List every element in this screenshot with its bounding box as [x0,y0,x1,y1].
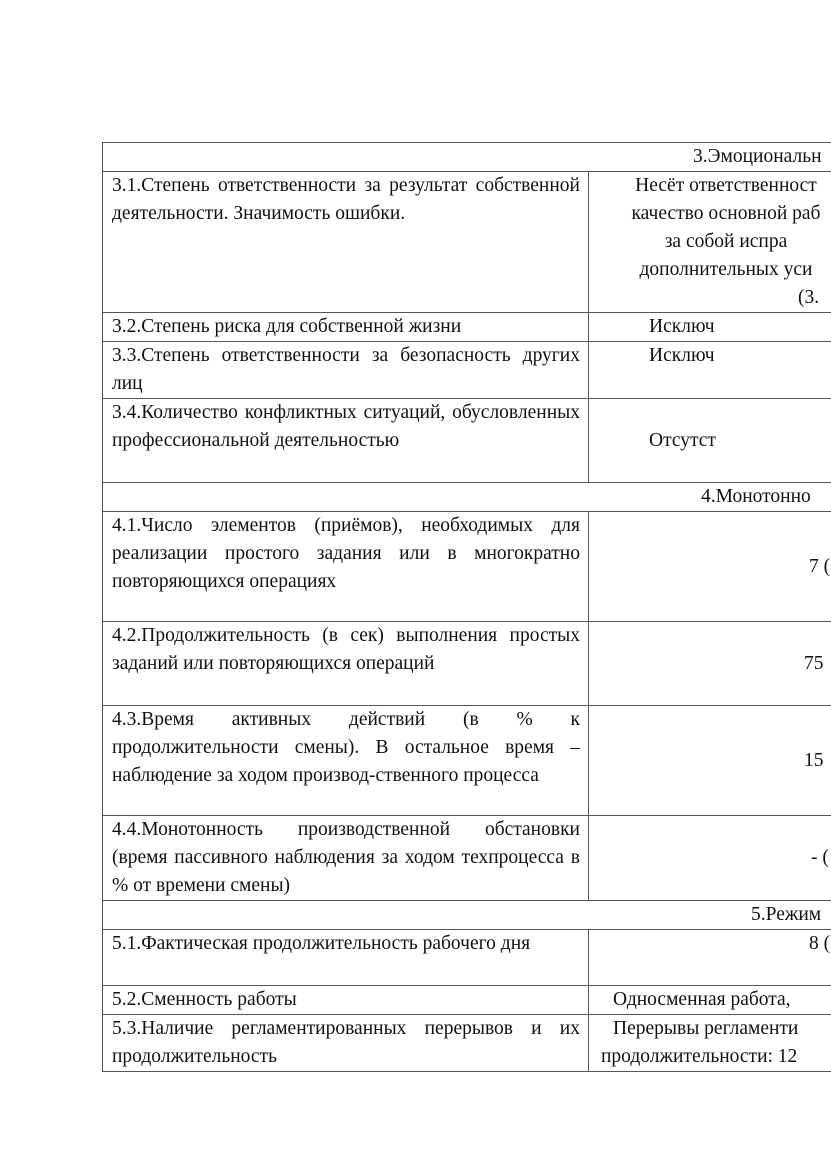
table-row [103,930,831,986]
table-row [103,986,831,1015]
value-3-1-line: Несёт ответственност [635,175,817,196]
criterion-3-4: 3.4.Количество конфликтных ситуаций, обусловленных профессиональной деятельностью [103,399,589,483]
section-row-emotional [103,143,831,172]
criterion-3-1: 3.1.Степень ответственности за результат собственной деятельности. Значимость ошибки. [103,172,589,313]
criterion-3-3: 3.3.Степень ответственности за безопасность других лиц [103,342,589,399]
table-row [103,172,831,313]
value-3-1 [589,172,831,313]
criterion-5-2: 5.2.Сменность работы [103,986,589,1015]
value-5-1: 8 ( [589,930,831,986]
criterion-4-2: 4.2.Продолжительность (в сек) выполнения простых заданий или повторяющихся операций [103,622,589,706]
table-row [103,816,831,901]
table-row [103,399,831,483]
table-row [103,622,831,706]
table-row [103,706,831,816]
value-4-4: - ( [589,816,831,901]
table-row [103,313,831,342]
table-row [103,1015,831,1072]
value-5-3-line: Перерывы регламенти [613,1018,799,1039]
table-row [103,512,831,622]
working-conditions-table [102,142,831,1072]
criterion-4-3: 4.3.Время активных действий (в % к продолжительности смены). В остальное время – наблюдение за ходом производ-ственного процесса [103,706,589,816]
table-row [103,342,831,399]
criterion-5-3: 5.3.Наличие регламентированных перерывов и их продолжительность [103,1015,589,1072]
value-4-3: 15 [589,706,831,816]
value-3-4: Отсутст [589,399,831,483]
value-3-3: Исключ [589,342,831,399]
section-heading-5: 5.Режим [103,901,831,930]
value-3-1-line: качество основной раб [631,203,821,224]
section-row-monotony [103,483,831,512]
criterion-5-1: 5.1.Фактическая продолжительность рабочего дня [103,930,589,986]
value-5-3-line: продолжительности: 12 [601,1046,798,1067]
value-3-1-line: (3. [798,287,820,308]
value-4-1: 7 ( [589,512,831,622]
value-3-1-line: за собой испра [664,231,788,252]
value-5-2: Односменная работа, [589,986,831,1015]
value-5-3 [589,1015,831,1072]
criterion-3-2: 3.2.Степень риска для собственной жизни [103,313,589,342]
section-row-regime [103,901,831,930]
value-4-2: 75 [589,622,831,706]
value-3-2: Исключ [589,313,831,342]
value-3-1-line: дополнительных уси [639,259,813,280]
criterion-4-1: 4.1.Число элементов (приёмов), необходимых для реализации простого задания или в многократно повторяющихся операциях [103,512,589,622]
section-heading-4: 4.Монотонно [103,483,831,512]
criterion-4-4: 4.4.Монотонность производственной обстановки (время пассивного наблюдения за ходом техпроцесса в % от времени смены) [103,816,589,901]
section-heading-3: 3.Эмоциональн [103,143,831,172]
